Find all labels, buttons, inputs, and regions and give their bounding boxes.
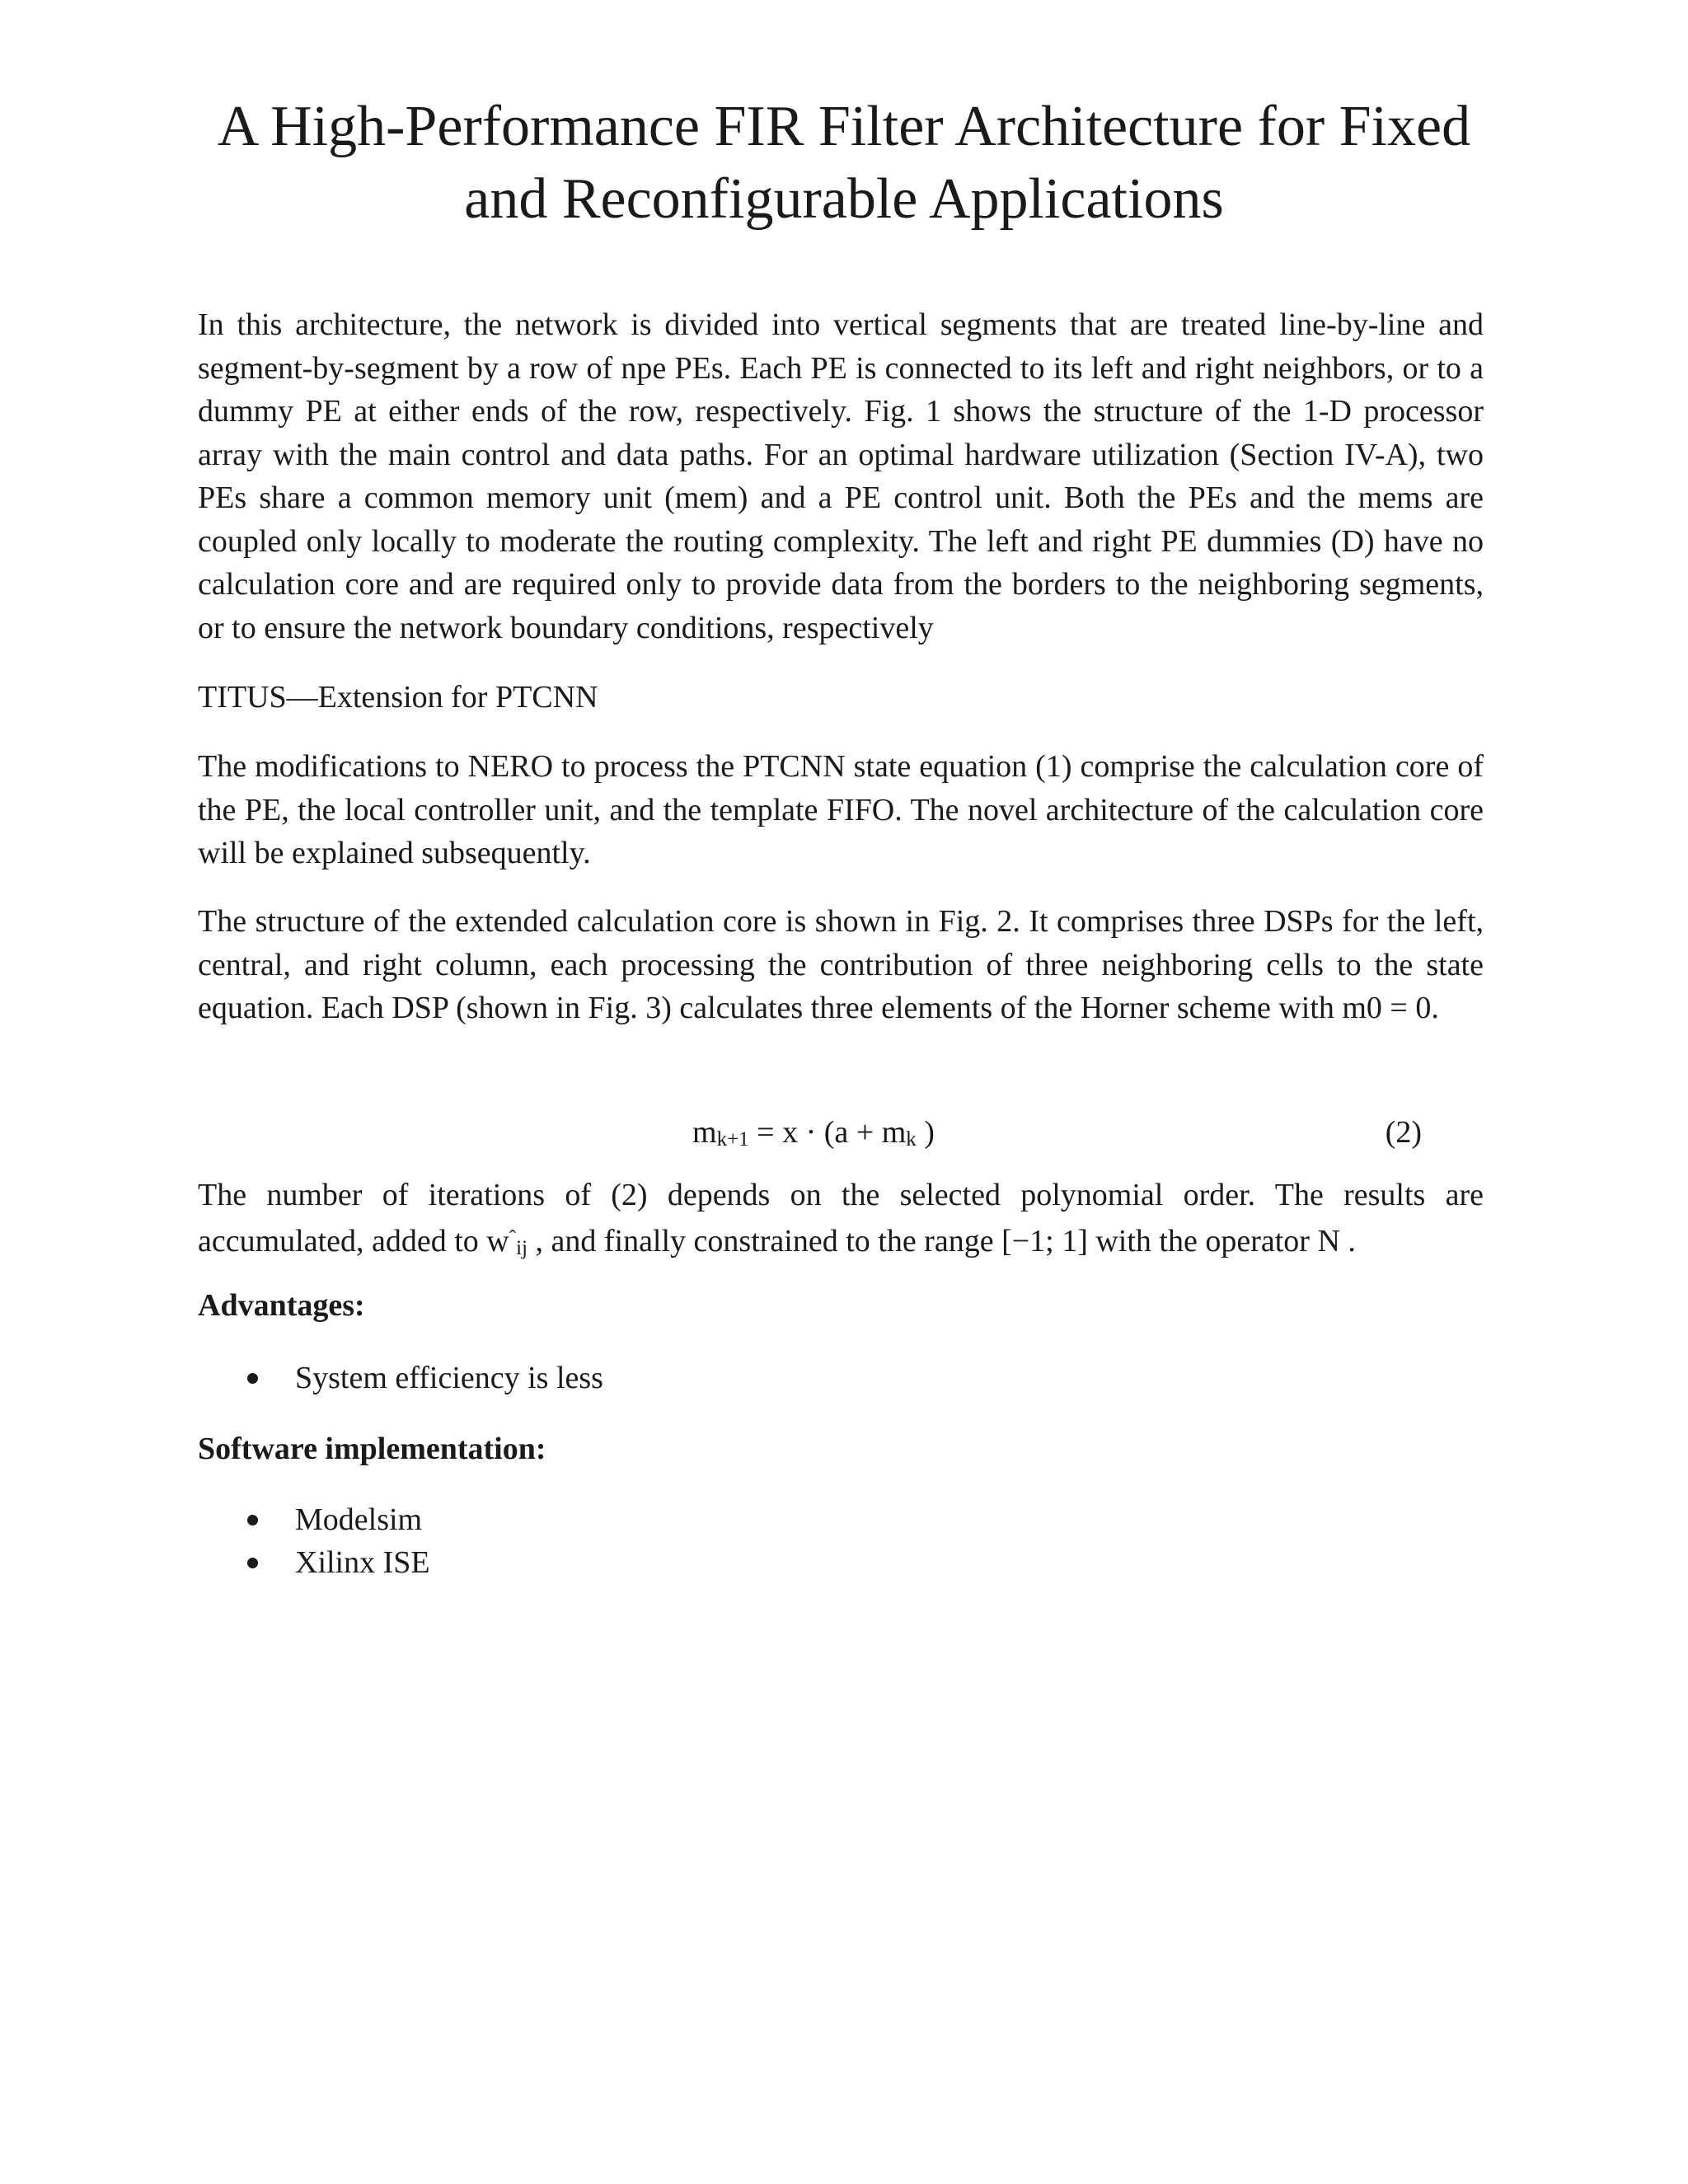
equation-body — [692, 1111, 935, 1161]
bullet-icon — [247, 1515, 258, 1526]
section-heading-titus: TITUS—Extension for PTCNN — [198, 680, 598, 715]
list-item-text: System efficiency is less — [295, 1361, 603, 1395]
equation-number: (2) — [1385, 1115, 1422, 1150]
bullet-icon — [247, 1558, 258, 1568]
paragraph-iterations-part2: , and finally constrained to the range [−1; 1] with the operator N . — [527, 1223, 1356, 1258]
paragraph-iterations-part1: The number of iterations of (2) depends on the selected polynomial order. The results are accumulated, added to w — [198, 1178, 1484, 1258]
paragraph-iterations-subscript: ij — [516, 1236, 528, 1259]
title-line-1: A High-Performance FIR Filter Architecture for Fixed — [217, 95, 1471, 158]
advantages-list — [198, 1357, 603, 1399]
list-item — [198, 1357, 603, 1399]
paragraph-iterations — [198, 1174, 1484, 1270]
equation-lhs-subscript: k+1 — [716, 1128, 749, 1151]
document-title — [165, 91, 1523, 236]
equation-lhs: m — [692, 1115, 717, 1150]
list-item — [198, 1498, 430, 1541]
list-item-text: Xilinx ISE — [295, 1545, 430, 1580]
bullet-icon — [247, 1373, 258, 1384]
software-heading: Software implementation: — [198, 1432, 546, 1466]
list-item — [198, 1541, 430, 1584]
advantages-heading: Advantages: — [198, 1288, 365, 1323]
equation-middle: = x · (a + m — [748, 1115, 907, 1150]
title-line-2: and Reconfigurable Applications — [464, 167, 1224, 231]
equation-close: ) — [916, 1115, 935, 1150]
paragraph-modifications: The modifications to NERO to process the PTCNN state equation (1) comprise the calculation core of the PE, the local controller unit, and the template FIFO. The novel architecture of the calculation core will be explained subsequently. — [198, 749, 1484, 870]
equation-2 — [198, 1111, 1484, 1154]
list-item-text: Modelsim — [295, 1502, 423, 1537]
paragraph-iterations-hat: ˆ — [509, 1226, 517, 1249]
software-list — [198, 1498, 430, 1584]
paragraph-calculation-core: The structure of the extended calculation core is shown in Fig. 2. It comprises three DSPs for the left, central, and right column, each processing the contribution of three neighboring cells to the state equation. Each DSP (shown in Fig. 3) calculates three elements of the Horner scheme with m0 = 0. — [198, 904, 1484, 1025]
equation-rhs-subscript: k — [906, 1128, 917, 1151]
paragraph-architecture: In this architecture, the network is divided into vertical segments that are treated line-by-line and segment-by-segment by a row of npe PEs. Each PE is connected to its left and right neighbors, or to a dummy PE at either ends of the row, respectively. Fig. 1 shows the structure of the 1-D processor array with the main control and data paths. For an optimal hardware utilization (Section IV-A), two PEs share a common memory unit (mem) and a PE control unit. Both the PEs and the mems are coupled only locally to moderate the routing complexity. The left and right PE dummies (D) have no calculation core and are required only to provide data from the borders to the neighboring segments, or to ensure the network boundary conditions, respectively — [198, 307, 1484, 645]
